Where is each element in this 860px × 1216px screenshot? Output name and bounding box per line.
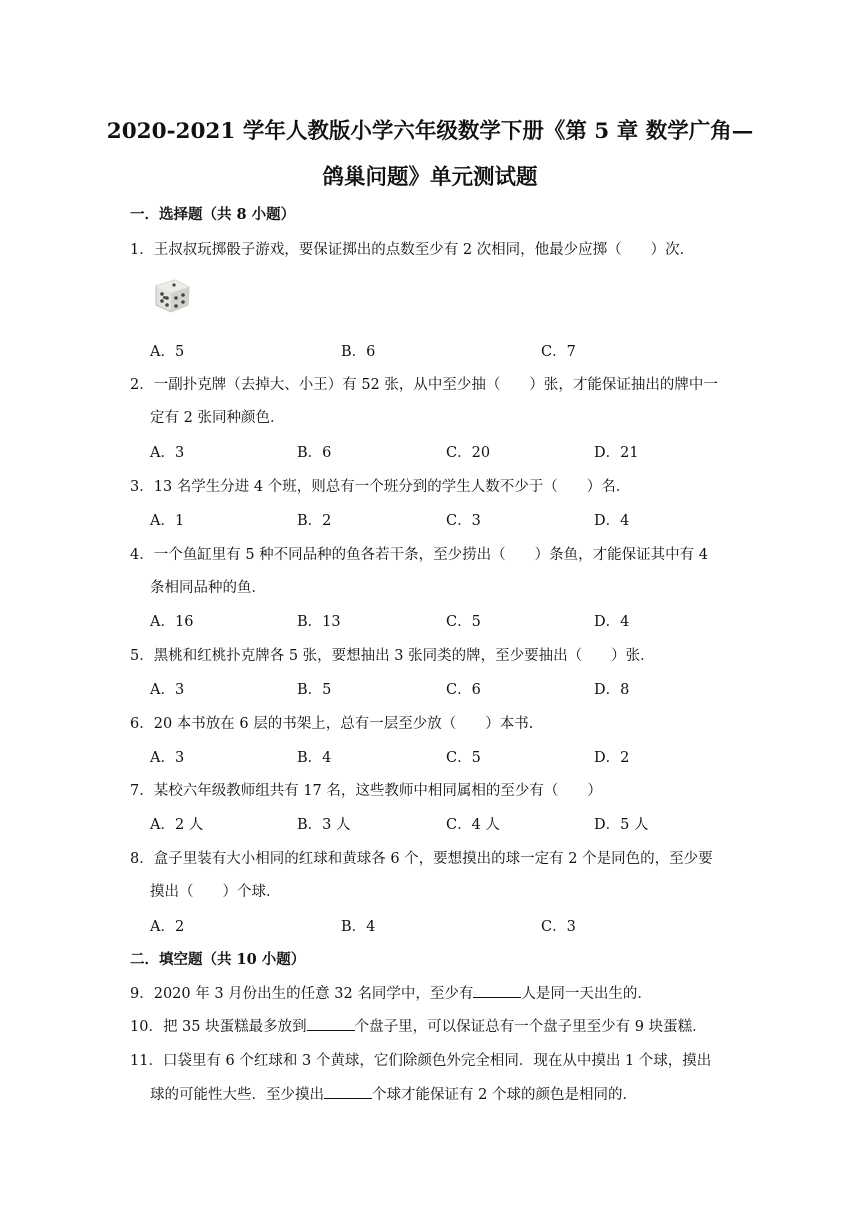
question-11-post: 个球才能保证有 2 个球的颜色是相同的． bbox=[372, 1087, 637, 1103]
q2-option-c: C．20 bbox=[446, 445, 491, 461]
q1-option-a: A．5 bbox=[150, 344, 185, 360]
question-9-post: 人是同一天出生的． bbox=[521, 986, 652, 1002]
dice-icon bbox=[151, 274, 193, 316]
q5-option-c: C．6 bbox=[446, 682, 481, 698]
q6-option-c: C．5 bbox=[446, 750, 481, 766]
section-heading-choice: 一．选择题（共 8 小题） bbox=[130, 206, 296, 223]
question-8-line1: 8．盒子里装有大小相同的红球和黄球各 6 个，要想摸出的球一定有 2 个是同色的，至少要 bbox=[130, 851, 713, 867]
doc-title-line2: 鸽巢问题》单元测试题 bbox=[322, 165, 538, 190]
question-9-pre: 9．2020 年 3 月份出生的任意 32 名同学中，至少有 bbox=[130, 986, 474, 1002]
answer-blank bbox=[473, 983, 521, 998]
q5-option-b: B．5 bbox=[297, 682, 332, 698]
doc-title-line1: 2020-2021 学年人教版小学六年级数学下册《第 5 章 数学广角— bbox=[106, 119, 754, 144]
q1-option-b: B．6 bbox=[341, 344, 376, 360]
q3-option-a: A．1 bbox=[150, 513, 185, 529]
question-10 bbox=[130, 1015, 707, 1036]
question-8-line2: 摸出（ ）个球． bbox=[150, 884, 281, 900]
q7-option-b: B．3 人 bbox=[297, 817, 351, 833]
question-10-post: 个盘子里，可以保证总有一个盘子里至少有 9 块蛋糕． bbox=[354, 1019, 707, 1035]
question-4-line1: 4．一个鱼缸里有 5 种不同品种的鱼各若干条，至少捞出（ ）条鱼，才能保证其中有 4 bbox=[130, 547, 708, 563]
q4-option-d: D．4 bbox=[594, 614, 630, 630]
q6-option-b: B．4 bbox=[297, 750, 332, 766]
q5-option-d: D．8 bbox=[594, 682, 630, 698]
q7-option-d: D．5 人 bbox=[594, 817, 649, 833]
q2-option-d: D．21 bbox=[594, 445, 639, 461]
q4-option-c: C．5 bbox=[446, 614, 481, 630]
q6-option-d: D．2 bbox=[594, 750, 630, 766]
question-11-line2 bbox=[150, 1083, 637, 1104]
answer-blank bbox=[307, 1016, 355, 1031]
q3-option-d: D．4 bbox=[594, 513, 630, 529]
question-11-pre: 球的可能性大些．至少摸出 bbox=[150, 1087, 324, 1103]
question-11-line1: 11．口袋里有 6 个红球和 3 个黄球，它们除颜色外完全相同．现在从中摸出 1 个球，摸出 bbox=[130, 1053, 712, 1069]
question-9 bbox=[130, 982, 652, 1003]
q6-option-a: A．3 bbox=[150, 750, 185, 766]
q1-option-c: C．7 bbox=[541, 344, 576, 360]
q2-option-a: A．3 bbox=[150, 445, 185, 461]
q7-option-a: A．2 人 bbox=[150, 817, 204, 833]
answer-blank bbox=[324, 1084, 372, 1099]
section-heading-fill: 二．填空题（共 10 小题） bbox=[130, 951, 306, 968]
q8-option-b: B．4 bbox=[341, 919, 376, 935]
q3-option-c: C．3 bbox=[446, 513, 481, 529]
question-2-line1: 2．一副扑克牌（去掉大、小王）有 52 张，从中至少抽（ ）张，才能保证抽出的牌中一 bbox=[130, 377, 718, 393]
question-10-pre: 10．把 35 块蛋糕最多放到 bbox=[130, 1019, 307, 1035]
q8-option-c: C．3 bbox=[541, 919, 576, 935]
q2-option-b: B．6 bbox=[297, 445, 332, 461]
q4-option-a: A．16 bbox=[150, 614, 194, 630]
question-1: 1．王叔叔玩掷骰子游戏，要保证掷出的点数至少有 2 次相同，他最少应掷（ ）次． bbox=[130, 242, 695, 258]
q8-option-a: A．2 bbox=[150, 919, 185, 935]
question-5: 5．黑桃和红桃扑克牌各 5 张，要想抽出 3 张同类的牌，至少要抽出（ ）张． bbox=[130, 648, 655, 664]
question-6: 6．20 本书放在 6 层的书架上，总有一层至少放（ ）本书. bbox=[130, 716, 534, 732]
question-7: 7．某校六年级教师组共有 17 名，这些教师中相同属相的至少有（ ） bbox=[130, 783, 602, 799]
q5-option-a: A．3 bbox=[150, 682, 185, 698]
q3-option-b: B．2 bbox=[297, 513, 332, 529]
question-2-line2: 定有 2 张同种颜色． bbox=[150, 410, 285, 426]
question-4-line2: 条相同品种的鱼． bbox=[150, 580, 266, 596]
q7-option-c: C．4 人 bbox=[446, 817, 500, 833]
question-3: 3．13 名学生分进 4 个班，则总有一个班分到的学生人数不少于（ ）名． bbox=[130, 479, 631, 495]
q4-option-b: B．13 bbox=[297, 614, 341, 630]
